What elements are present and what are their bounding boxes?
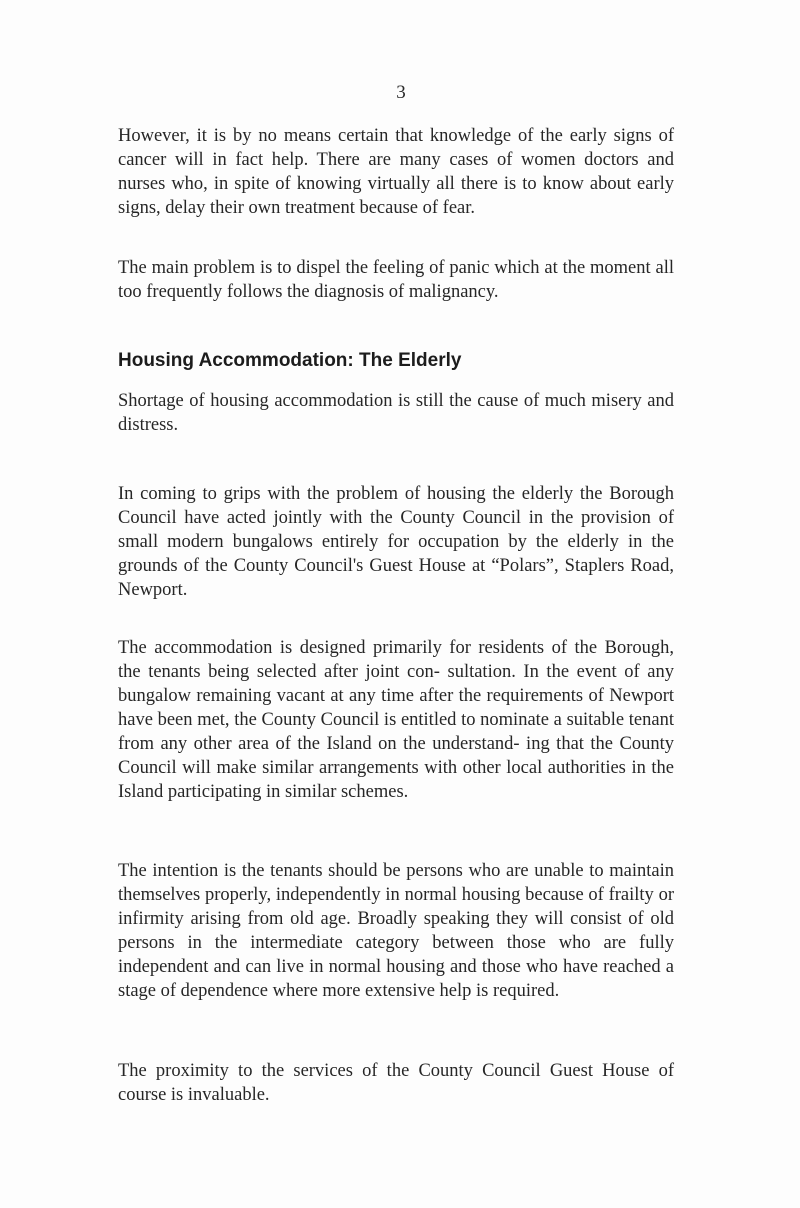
paragraph-intention: The intention is the tenants should be persons who are unable to maintain themselves properly, independently in normal housing because of frailty or infirmity arising from old age. Broadly speaking they will consist of old persons in the intermediate category between those who are fully independent and can live in normal housing and those who have reached a stage of dependence where more extensive help is required. — [118, 861, 674, 1001]
paragraph-residents: The accommodation is designed primarily for residents of the Borough, the tenants being selected after joint con- sultation. In the event of any bungalow remaining vacant at any time after the requirements of Newport have been met, the County Council is entitled to nominate a suitable tenant from any other area of the Island on the understand- ing that the County Council will make similar arrangements with other local authorities in the Island participating in similar schemes. — [118, 638, 674, 802]
section-heading: Housing Accommodation: The Elderly — [118, 350, 462, 371]
paragraph-proximity: The proximity to the services of the County Council Guest House of course is invaluable. — [118, 1061, 674, 1105]
paragraph-early-signs: However, it is by no means certain that knowledge of the early signs of cancer will in fact help. There are many cases of women doctors and nurses who, in spite of knowing virtually all there is to know about early signs, delay their own treatment because of fear. — [118, 126, 674, 218]
page-number: 3 — [396, 82, 406, 103]
paragraph-bungalows: In coming to grips with the problem of housing the elderly the Borough Council have acted jointly with the County Council in the provision of small modern bungalows entirely for occupation by the elderly in the grounds of the County Council's Guest House at “Polars”, Staplers Road, Newport. — [118, 484, 674, 600]
paragraph-shortage: Shortage of housing accommodation is still the cause of much misery and distress. — [118, 391, 674, 435]
paragraph-panic: The main problem is to dispel the feeling of panic which at the moment all too frequently follows the diagnosis of malignancy. — [118, 258, 674, 302]
